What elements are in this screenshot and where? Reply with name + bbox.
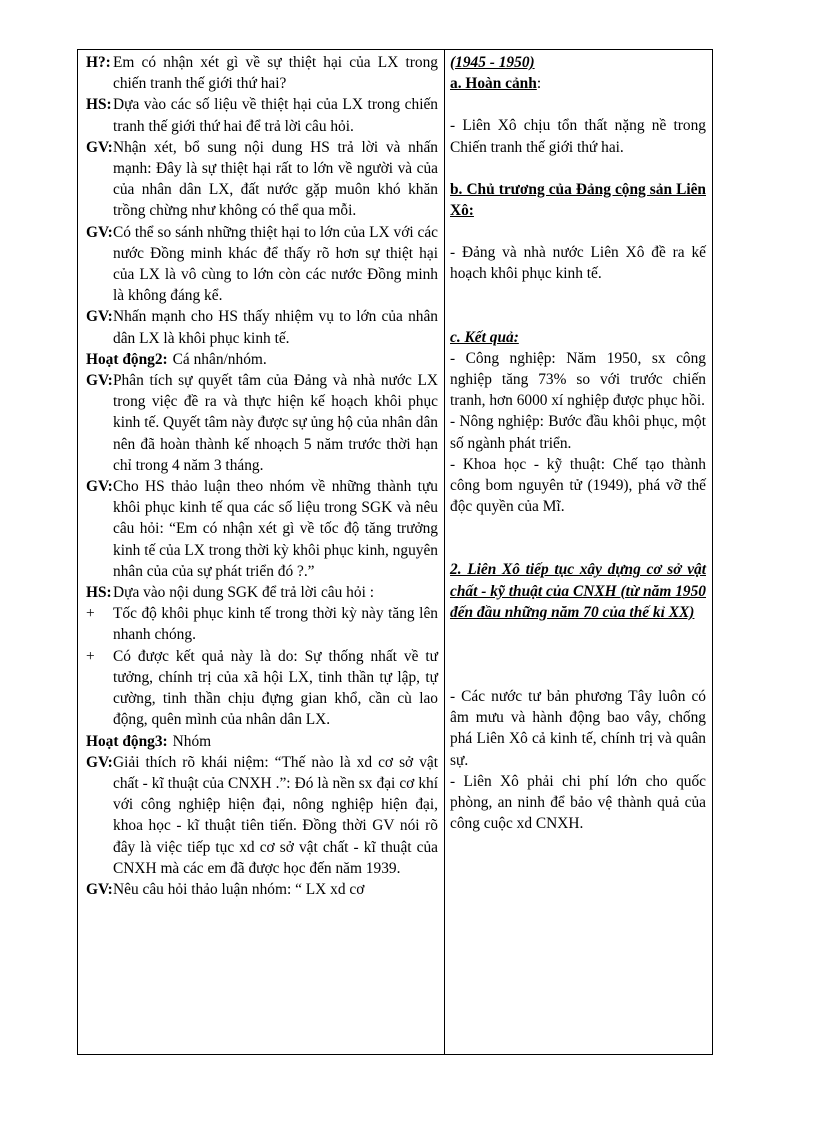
entry-teacher: GV: Nêu câu hỏi thảo luận nhóm: “ LX xd cơ	[86, 880, 365, 898]
entry-teacher: GV: Nhấn mạnh cho HS thấy nhiệm vụ to lớn của nhân dân LX là khôi phục kinh tế.	[86, 308, 438, 347]
section-c-heading: c. Kết quả:	[450, 328, 519, 346]
section-2-item: - Liên Xô phải chi phí lớn cho quốc phòng, an ninh để bảo vệ thành quả của công cuộc xd CNXH.	[450, 772, 706, 833]
section-b-text: - Đảng và nhà nước Liên Xô đề ra kế hoạch khôi phục kinh tế.	[450, 244, 706, 283]
entry-teacher: GV: Giải thích rõ khái niệm: “Thế nào là xd cơ sở vật chất - kĩ thuật của CNXH .”: Đó là nền sx đại cơ khí với công nghiệp hiện đại, nông nghiệp hiện đại, khoa học - kĩ thuật tiên tiến. Đồng thời GV nói rõ đây là việc tiếp tục xd cơ sở vật chất - kĩ thuật của CNXH mà các em đã được học đến năm 1939.	[86, 753, 438, 877]
activities-column	[78, 50, 445, 1054]
section-a-heading: a. Hoàn cảnh:	[450, 75, 542, 93]
entry-student: HS: Dựa vào nội dung SGK để trả lời câu hỏi :	[86, 584, 374, 602]
lesson-table	[77, 49, 713, 1055]
section-a-text: - Liên Xô chịu tổn thất nặng nề trong Chiến tranh thế giới thứ hai.	[450, 117, 706, 156]
activity-3-heading: Hoạt động3: Nhóm	[86, 732, 212, 750]
section-c-item: - Khoa học - kỹ thuật: Chế tạo thành công bom nguyên tử (1949), phá vỡ thế độc quyền của Mĩ.	[450, 455, 706, 516]
entry-teacher: GV: Có thể so sánh những thiệt hại to lớn của LX với các nước Đồng minh khác để thấy rõ hơn sự thiệt hại của LX là vô cùng to lớn còn các nước Đồng minh là không đáng kể.	[86, 223, 438, 305]
period-heading: (1945 - 1950)	[450, 54, 535, 71]
section-b-heading: b. Chủ trương của Đảng cộng sản Liên Xô:	[450, 180, 706, 220]
content-column	[445, 50, 712, 1054]
entry-teacher: GV: Cho HS thảo luận theo nhóm về những thành tựu khôi phục kinh tế qua các số liệu trong SGK và nêu câu hỏi: “Em có nhận xét gì về tốc độ tăng trưởng kinh tế của LX trong thời kỳ khôi phục kinh, nguyên nhân của của sự phát triển đó ?.”	[86, 478, 438, 580]
entry-teacher: GV: Nhận xét, bổ sung nội dung HS trả lời và nhấn mạnh: Đây là sự thiệt hại rất to lớn về người và của của nhân dân LX, đất nước gặp muôn khó khăn trồng chừng như không có thể qua mỗi.	[86, 138, 438, 220]
entry-bullet: + Tốc độ khôi phục kinh tế trong thời kỳ này tăng lên nhanh chóng.	[86, 605, 438, 644]
section-2-item: - Các nước tư bản phương Tây luôn có âm mưu và hành động bao vây, chống phá Liên Xô cả kinh tế, chính trị và quân sự.	[450, 688, 706, 769]
activity-2-heading: Hoạt động2: Cá nhân/nhóm.	[86, 350, 267, 368]
section-c-item: - Nông nghiệp: Bước đầu khôi phục, một số ngành phát triển.	[450, 413, 706, 452]
entry-bullet: + Có được kết quả này là do: Sự thống nhất về tư tưởng, chính trị của xã hội LX, tinh thần tự lập, tự cường, tinh thần chịu đựng gian khổ, cần cù lao động, quên mình của nhân dân LX.	[86, 647, 438, 729]
section-2-heading: 2. Liên Xô tiếp tục xây dựng cơ sở vật chất - kỹ thuật của CNXH (từ năm 1950 đến đầu những năm 70 của thế kỉ XX)	[450, 561, 706, 621]
section-c-item: - Công nghiệp: Năm 1950, sx công nghiệp tăng 73% so với trước chiến tranh, hơn 6000 xí nghiệp được phục hồi.	[450, 349, 706, 410]
entry-teacher: GV: Phân tích sự quyết tâm của Đảng và nhà nước LX trong việc đề ra và thực hiện kế hoạch khôi phục kinh tế. Quyết tâm này được sự ủng hộ của nhân dân nên đã hoàn thành kế nhoạch 5 năm trước thời hạn chỉ trong 4 năm 3 tháng.	[86, 372, 438, 474]
entry-question: H?: Em có nhận xét gì về sự thiệt hại của LX trong chiến tranh thế giới thứ hai?	[86, 54, 438, 93]
entry-student: HS: Dựa vào các số liệu về thiệt hại của LX trong chiến tranh thế giới thứ hai để trả lời câu hỏi.	[86, 96, 438, 135]
